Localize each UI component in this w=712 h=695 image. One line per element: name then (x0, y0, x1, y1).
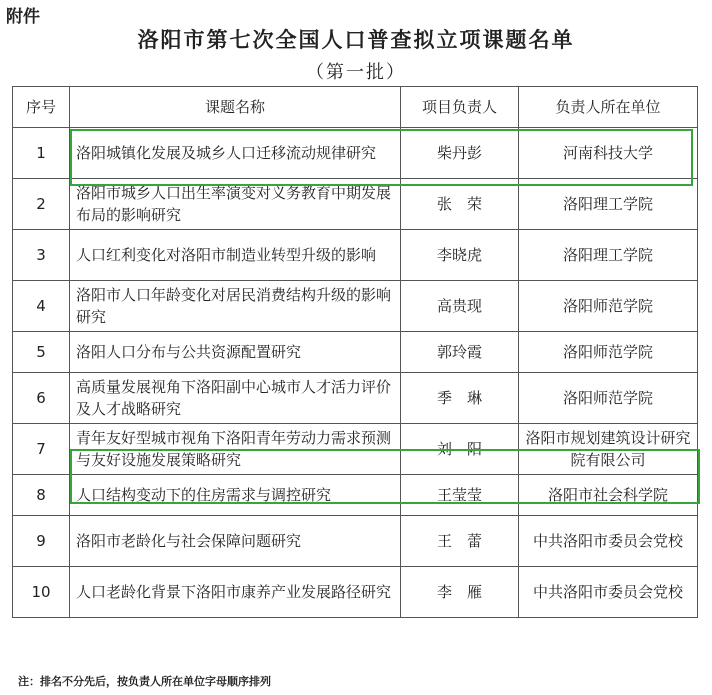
topic-table (12, 86, 698, 618)
row-number: 10 (13, 567, 70, 618)
row-topic: 洛阳市城乡人口出生率演变对义务教育中期发展布局的影响研究 (70, 179, 401, 230)
row-unit: 洛阳理工学院 (519, 230, 698, 281)
row-unit: 洛阳师范学院 (519, 332, 698, 373)
row-leader: 季 琳 (401, 373, 519, 424)
table-header-row (13, 87, 698, 128)
row-leader: 刘 阳 (401, 424, 519, 475)
attachment-label: 附件 (6, 7, 40, 27)
row-topic: 洛阳市老龄化与社会保障问题研究 (70, 516, 401, 567)
row-unit: 洛阳师范学院 (519, 281, 698, 332)
row-topic: 洛阳人口分布与公共资源配置研究 (70, 332, 401, 373)
row-topic: 人口结构变动下的住房需求与调控研究 (70, 475, 401, 516)
header-topic: 课题名称 (70, 87, 401, 128)
row-unit: 河南科技大学 (519, 128, 698, 179)
row-leader: 李 雁 (401, 567, 519, 618)
table-row (13, 567, 698, 618)
document-title: 洛阳市第七次全国人口普查拟立项课题名单 (137, 27, 575, 52)
footnote: 注：排名不分先后，按负责人所在单位字母顺序排列 (18, 675, 271, 688)
table-row (13, 230, 698, 281)
row-number: 1 (13, 128, 70, 179)
table-row (13, 179, 698, 230)
row-leader: 王 蕾 (401, 516, 519, 567)
table-row (13, 373, 698, 424)
table-row (13, 281, 698, 332)
header-leader: 项目负责人 (401, 87, 519, 128)
row-unit: 洛阳理工学院 (519, 179, 698, 230)
table-row (13, 475, 698, 516)
row-number: 6 (13, 373, 70, 424)
row-number: 4 (13, 281, 70, 332)
table-row (13, 128, 698, 179)
row-number: 3 (13, 230, 70, 281)
row-number: 8 (13, 475, 70, 516)
row-number: 5 (13, 332, 70, 373)
row-number: 9 (13, 516, 70, 567)
row-topic: 人口红利变化对洛阳市制造业转型升级的影响 (70, 230, 401, 281)
table-row (13, 424, 698, 475)
row-leader: 柴丹彭 (401, 128, 519, 179)
row-number: 7 (13, 424, 70, 475)
row-leader: 李晓虎 (401, 230, 519, 281)
row-unit: 中共洛阳市委员会党校 (519, 567, 698, 618)
table-row (13, 516, 698, 567)
row-leader: 王莹莹 (401, 475, 519, 516)
row-topic: 人口老龄化背景下洛阳市康养产业发展路径研究 (70, 567, 401, 618)
document-subtitle: （第一批） (306, 62, 406, 83)
table-row (13, 332, 698, 373)
row-topic: 洛阳市人口年龄变化对居民消费结构升级的影响研究 (70, 281, 401, 332)
row-unit: 中共洛阳市委员会党校 (519, 516, 698, 567)
row-topic: 洛阳城镇化发展及城乡人口迁移流动规律研究 (70, 128, 401, 179)
header-number: 序号 (13, 87, 70, 128)
row-leader: 张 荣 (401, 179, 519, 230)
row-leader: 高贵现 (401, 281, 519, 332)
row-unit: 洛阳市规划建筑设计研究院有限公司 (519, 424, 698, 475)
row-topic: 青年友好型城市视角下洛阳青年劳动力需求预测与友好设施发展策略研究 (70, 424, 401, 475)
row-unit: 洛阳师范学院 (519, 373, 698, 424)
row-number: 2 (13, 179, 70, 230)
row-leader: 郭玲霞 (401, 332, 519, 373)
row-unit: 洛阳市社会科学院 (519, 475, 698, 516)
row-topic: 高质量发展视角下洛阳副中心城市人才活力评价及人才战略研究 (70, 373, 401, 424)
header-unit: 负责人所在单位 (519, 87, 698, 128)
